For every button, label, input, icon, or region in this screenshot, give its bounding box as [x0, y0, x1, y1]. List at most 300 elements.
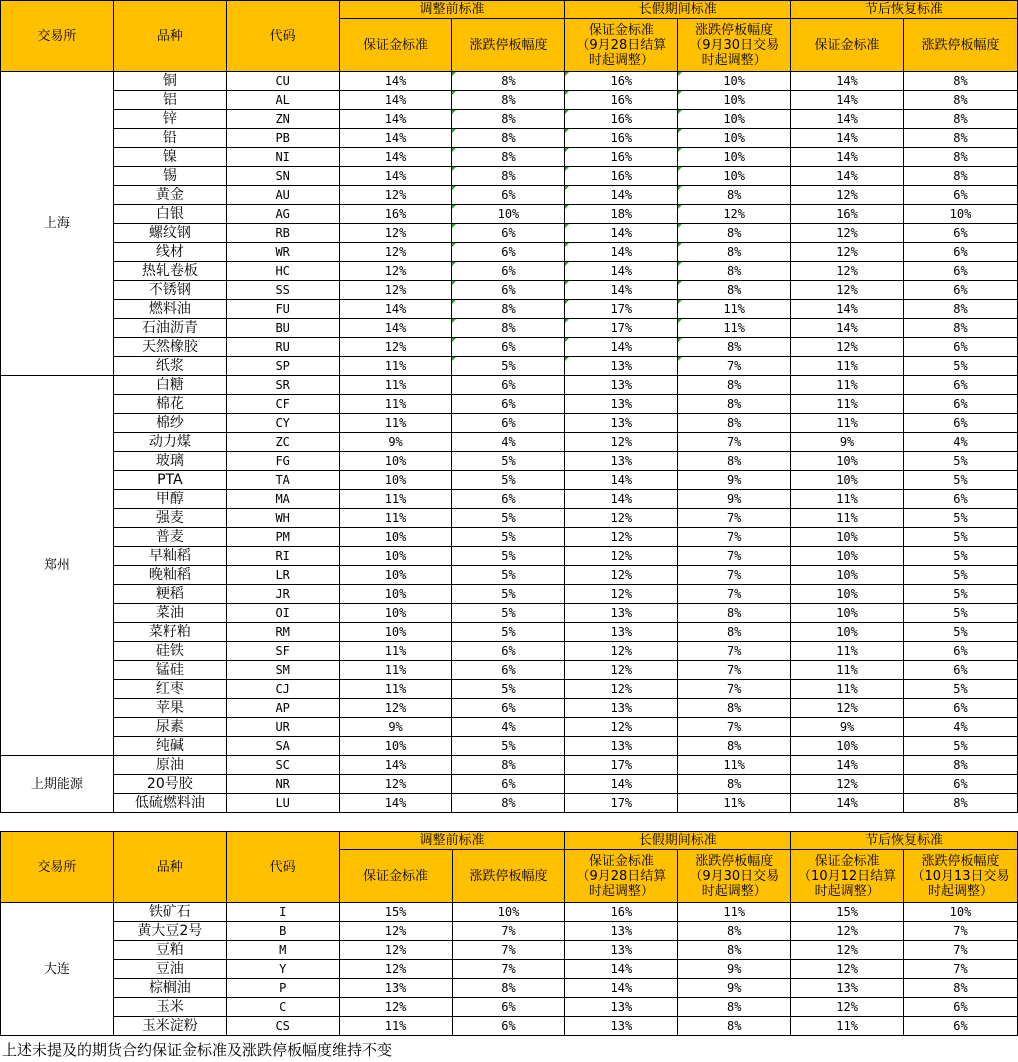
- margin-before-cell: 11%: [339, 661, 452, 680]
- code-cell: RB: [226, 224, 339, 243]
- limit-holiday-cell: 8%: [678, 941, 791, 960]
- product-cell: 粳稻: [113, 585, 226, 604]
- code-cell: CJ: [226, 680, 339, 699]
- margin-before-cell: 10%: [339, 623, 452, 642]
- margin-after-cell: 10%: [791, 547, 904, 566]
- margin-after-cell: 12%: [791, 262, 904, 281]
- margin-holiday-cell: 13%: [565, 395, 678, 414]
- margin-after-cell: 11%: [791, 509, 904, 528]
- margin-holiday-cell: 14%: [565, 281, 678, 300]
- margin-after-cell: 12%: [791, 243, 904, 262]
- margin-after-cell: 10%: [791, 566, 904, 585]
- limit-holiday-cell: 8%: [678, 243, 791, 262]
- limit-before-cell: 6%: [452, 281, 565, 300]
- margin-after-cell: 10%: [791, 452, 904, 471]
- code-cell: SM: [226, 661, 339, 680]
- margin-holiday-cell: 14%: [565, 471, 678, 490]
- limit-after-cell: 8%: [903, 756, 1017, 775]
- margin-after-cell: 14%: [791, 129, 904, 148]
- margin-before-cell: 10%: [339, 604, 452, 623]
- code-cell: CF: [226, 395, 339, 414]
- margin-after-cell: 11%: [791, 357, 904, 376]
- margin-holiday-cell: 13%: [565, 452, 678, 471]
- limit-holiday-cell: 10%: [678, 110, 791, 129]
- limit-before-cell: 5%: [452, 471, 565, 490]
- margin-before-cell: 10%: [339, 452, 452, 471]
- margin-before-cell: 12%: [339, 699, 452, 718]
- limit-holiday-cell: 8%: [678, 281, 791, 300]
- product-cell: 强麦: [113, 509, 226, 528]
- limit-before-cell: 6%: [452, 376, 565, 395]
- margin-before-cell: 12%: [339, 998, 452, 1017]
- code-cell: RU: [226, 338, 339, 357]
- limit-holiday-cell: 11%: [678, 794, 791, 813]
- limit-before-cell: 6%: [452, 338, 565, 357]
- product-cell: 锰硅: [113, 661, 226, 680]
- limit-after-cell: 5%: [903, 680, 1017, 699]
- limit-before-cell: 6%: [452, 395, 565, 414]
- limit-after-cell: 8%: [903, 300, 1017, 319]
- table-row: [1, 903, 1018, 922]
- table-row: [1, 433, 1018, 452]
- table-row: [1, 414, 1018, 433]
- product-cell: 铁矿石: [113, 903, 226, 922]
- margin-holiday-cell: 14%: [565, 979, 678, 998]
- product-cell: 天然橡胶: [113, 338, 226, 357]
- limit-before-cell: 8%: [452, 979, 565, 998]
- header-limit-after: 涨跌停板幅度: [903, 19, 1017, 72]
- code-cell: CY: [226, 414, 339, 433]
- code-cell: ZN: [226, 110, 339, 129]
- product-cell: 白银: [113, 205, 226, 224]
- table-row: [1, 509, 1018, 528]
- limit-after-cell: 4%: [903, 718, 1017, 737]
- margin-table-dalian: [0, 831, 1018, 1036]
- header-margin-after: 保证金标准: [791, 19, 904, 72]
- table-row: [1, 998, 1018, 1017]
- limit-holiday-cell: 9%: [678, 979, 791, 998]
- table-row: [1, 452, 1018, 471]
- table-row: [1, 775, 1018, 794]
- margin-after-cell: 10%: [791, 737, 904, 756]
- header-exchange: 交易所: [1, 832, 114, 903]
- limit-after-cell: 8%: [903, 91, 1017, 110]
- margin-holiday-cell: 12%: [565, 547, 678, 566]
- code-cell: CU: [226, 72, 339, 91]
- margin-before-cell: 9%: [339, 433, 452, 452]
- table-row: [1, 661, 1018, 680]
- limit-holiday-cell: 7%: [678, 718, 791, 737]
- limit-holiday-cell: 10%: [678, 72, 791, 91]
- product-cell: 棉花: [113, 395, 226, 414]
- limit-before-cell: 8%: [452, 72, 565, 91]
- header-margin-before: 保证金标准: [339, 850, 452, 903]
- limit-holiday-cell: 8%: [678, 414, 791, 433]
- margin-holiday-cell: 12%: [565, 566, 678, 585]
- limit-after-cell: 6%: [903, 376, 1017, 395]
- limit-before-cell: 4%: [452, 433, 565, 452]
- margin-after-cell: 11%: [791, 661, 904, 680]
- margin-before-cell: 10%: [339, 585, 452, 604]
- margin-after-cell: 9%: [791, 433, 904, 452]
- margin-before-cell: 12%: [339, 338, 452, 357]
- limit-after-cell: 5%: [903, 528, 1017, 547]
- margin-after-cell: 11%: [791, 642, 904, 661]
- limit-after-cell: 4%: [903, 433, 1017, 452]
- margin-holiday-cell: 16%: [565, 129, 678, 148]
- product-cell: 不锈钢: [113, 281, 226, 300]
- table-row: [1, 699, 1018, 718]
- limit-holiday-cell: 7%: [678, 433, 791, 452]
- table-header: [1, 832, 1018, 903]
- table-row: [1, 794, 1018, 813]
- product-cell: 动力煤: [113, 433, 226, 452]
- margin-before-cell: 14%: [339, 129, 452, 148]
- limit-before-cell: 5%: [452, 357, 565, 376]
- exchange-cell: 大连: [1, 903, 114, 1036]
- margin-after-cell: 14%: [791, 110, 904, 129]
- limit-before-cell: 8%: [452, 319, 565, 338]
- table-row: [1, 737, 1018, 756]
- table-row: [1, 110, 1018, 129]
- table-row: [1, 490, 1018, 509]
- limit-holiday-cell: 11%: [678, 903, 791, 922]
- limit-after-cell: 5%: [903, 585, 1017, 604]
- code-cell: JR: [226, 585, 339, 604]
- table-row: [1, 623, 1018, 642]
- limit-before-cell: 8%: [452, 110, 565, 129]
- header-group-holiday: 长假期间标准: [565, 1, 791, 19]
- table-row: [1, 357, 1018, 376]
- margin-before-cell: 10%: [339, 737, 452, 756]
- limit-after-cell: 8%: [903, 72, 1017, 91]
- product-cell: PTA: [113, 471, 226, 490]
- limit-after-cell: 6%: [903, 490, 1017, 509]
- code-cell: SN: [226, 167, 339, 186]
- limit-holiday-cell: 8%: [678, 623, 791, 642]
- margin-after-cell: 12%: [791, 186, 904, 205]
- margin-holiday-cell: 12%: [565, 642, 678, 661]
- limit-holiday-cell: 8%: [678, 922, 791, 941]
- limit-holiday-cell: 7%: [678, 547, 791, 566]
- product-cell: 晚籼稻: [113, 566, 226, 585]
- limit-before-cell: 6%: [452, 243, 565, 262]
- table-row: [1, 941, 1018, 960]
- limit-after-cell: 5%: [903, 452, 1017, 471]
- product-cell: 低硫燃料油: [113, 794, 226, 813]
- margin-holiday-cell: 18%: [565, 205, 678, 224]
- product-cell: 热轧卷板: [113, 262, 226, 281]
- limit-after-cell: 5%: [903, 547, 1017, 566]
- margin-after-cell: 14%: [791, 167, 904, 186]
- limit-after-cell: 6%: [903, 281, 1017, 300]
- limit-after-cell: 6%: [903, 661, 1017, 680]
- table-row: [1, 960, 1018, 979]
- code-cell: BU: [226, 319, 339, 338]
- limit-after-cell: 5%: [903, 471, 1017, 490]
- margin-before-cell: 10%: [339, 528, 452, 547]
- limit-before-cell: 6%: [452, 262, 565, 281]
- product-cell: 玉米淀粉: [113, 1017, 226, 1036]
- table-row: [1, 604, 1018, 623]
- margin-before-cell: 14%: [339, 148, 452, 167]
- limit-after-cell: 6%: [903, 186, 1017, 205]
- margin-before-cell: 10%: [339, 566, 452, 585]
- margin-after-cell: 12%: [791, 922, 904, 941]
- header-limit-holiday: 涨跌停板幅度 （9月30日交易 时起调整）: [678, 19, 791, 72]
- header-product: 品种: [113, 832, 226, 903]
- margin-holiday-cell: 13%: [565, 922, 678, 941]
- margin-before-cell: 10%: [339, 471, 452, 490]
- table-row: [1, 148, 1018, 167]
- margin-before-cell: 15%: [339, 903, 452, 922]
- code-cell: SC: [226, 756, 339, 775]
- limit-holiday-cell: 8%: [678, 452, 791, 471]
- margin-before-cell: 14%: [339, 319, 452, 338]
- table-row: [1, 319, 1018, 338]
- product-cell: 石油沥青: [113, 319, 226, 338]
- margin-holiday-cell: 17%: [565, 794, 678, 813]
- product-cell: 纸浆: [113, 357, 226, 376]
- margin-holiday-cell: 13%: [565, 414, 678, 433]
- limit-before-cell: 10%: [452, 903, 565, 922]
- limit-before-cell: 6%: [452, 490, 565, 509]
- code-cell: Y: [226, 960, 339, 979]
- code-cell: PB: [226, 129, 339, 148]
- limit-before-cell: 5%: [452, 680, 565, 699]
- header-group-before: 调整前标准: [339, 1, 565, 19]
- product-cell: 锌: [113, 110, 226, 129]
- limit-after-cell: 5%: [903, 623, 1017, 642]
- code-cell: SF: [226, 642, 339, 661]
- code-cell: OI: [226, 604, 339, 623]
- limit-holiday-cell: 7%: [678, 528, 791, 547]
- limit-holiday-cell: 11%: [678, 756, 791, 775]
- margin-before-cell: 11%: [339, 395, 452, 414]
- limit-before-cell: 8%: [452, 129, 565, 148]
- limit-holiday-cell: 8%: [678, 262, 791, 281]
- code-cell: I: [226, 903, 339, 922]
- margin-holiday-cell: 14%: [565, 186, 678, 205]
- limit-holiday-cell: 11%: [678, 319, 791, 338]
- margin-before-cell: 12%: [339, 281, 452, 300]
- code-cell: SR: [226, 376, 339, 395]
- table-row: [1, 395, 1018, 414]
- limit-after-cell: 6%: [903, 395, 1017, 414]
- limit-before-cell: 6%: [452, 642, 565, 661]
- limit-before-cell: 6%: [452, 661, 565, 680]
- margin-before-cell: 12%: [339, 262, 452, 281]
- product-cell: 菜籽粕: [113, 623, 226, 642]
- limit-holiday-cell: 12%: [678, 205, 791, 224]
- code-cell: CS: [226, 1017, 339, 1036]
- margin-holiday-cell: 13%: [565, 623, 678, 642]
- margin-after-cell: 12%: [791, 699, 904, 718]
- table-row: [1, 338, 1018, 357]
- limit-after-cell: 10%: [903, 205, 1017, 224]
- product-cell: 棕榈油: [113, 979, 226, 998]
- limit-after-cell: 8%: [903, 129, 1017, 148]
- limit-holiday-cell: 9%: [678, 471, 791, 490]
- limit-before-cell: 5%: [452, 452, 565, 471]
- header-exchange: 交易所: [1, 1, 114, 72]
- margin-holiday-cell: 13%: [565, 376, 678, 395]
- limit-after-cell: 8%: [903, 794, 1017, 813]
- code-cell: P: [226, 979, 339, 998]
- product-cell: 早籼稻: [113, 547, 226, 566]
- product-cell: 玻璃: [113, 452, 226, 471]
- header-margin-holiday: 保证金标准 （9月28日结算 时起调整）: [565, 19, 678, 72]
- limit-before-cell: 5%: [452, 585, 565, 604]
- margin-holiday-cell: 12%: [565, 718, 678, 737]
- margin-before-cell: 12%: [339, 960, 452, 979]
- limit-before-cell: 7%: [452, 922, 565, 941]
- limit-holiday-cell: 8%: [678, 775, 791, 794]
- limit-after-cell: 7%: [904, 922, 1018, 941]
- limit-holiday-cell: 9%: [678, 960, 791, 979]
- table-row: [1, 72, 1018, 91]
- code-cell: C: [226, 998, 339, 1017]
- product-cell: 玉米: [113, 998, 226, 1017]
- margin-after-cell: 10%: [791, 604, 904, 623]
- margin-before-cell: 12%: [339, 243, 452, 262]
- margin-holiday-cell: 16%: [565, 91, 678, 110]
- table-body: [1, 72, 1018, 813]
- limit-holiday-cell: 10%: [678, 167, 791, 186]
- margin-before-cell: 12%: [339, 775, 452, 794]
- margin-after-cell: 14%: [791, 72, 904, 91]
- product-cell: 豆粕: [113, 941, 226, 960]
- product-cell: 尿素: [113, 718, 226, 737]
- code-cell: NI: [226, 148, 339, 167]
- margin-after-cell: 10%: [791, 528, 904, 547]
- table-row: [1, 167, 1018, 186]
- limit-holiday-cell: 7%: [678, 642, 791, 661]
- margin-after-cell: 9%: [791, 718, 904, 737]
- product-cell: 20号胶: [113, 775, 226, 794]
- margin-holiday-cell: 13%: [565, 998, 678, 1017]
- product-cell: 红枣: [113, 680, 226, 699]
- header-limit-holiday: 涨跌停板幅度 （9月30日交易 时起调整）: [678, 850, 791, 903]
- exchange-cell: 上海: [1, 72, 114, 376]
- limit-before-cell: 6%: [452, 1017, 565, 1036]
- limit-before-cell: 5%: [452, 547, 565, 566]
- table-row: [1, 585, 1018, 604]
- margin-holiday-cell: 16%: [565, 72, 678, 91]
- limit-after-cell: 5%: [903, 566, 1017, 585]
- margin-before-cell: 14%: [339, 72, 452, 91]
- limit-holiday-cell: 7%: [678, 680, 791, 699]
- product-cell: 燃料油: [113, 300, 226, 319]
- header-group-before: 调整前标准: [339, 832, 565, 850]
- margin-before-cell: 12%: [339, 941, 452, 960]
- limit-after-cell: 6%: [903, 262, 1017, 281]
- margin-after-cell: 10%: [791, 623, 904, 642]
- code-cell: B: [226, 922, 339, 941]
- margin-holiday-cell: 16%: [565, 903, 678, 922]
- limit-before-cell: 8%: [452, 300, 565, 319]
- product-cell: 原油: [113, 756, 226, 775]
- limit-holiday-cell: 8%: [678, 224, 791, 243]
- limit-holiday-cell: 8%: [678, 737, 791, 756]
- limit-after-cell: 8%: [904, 979, 1018, 998]
- code-cell: WR: [226, 243, 339, 262]
- margin-holiday-cell: 12%: [565, 433, 678, 452]
- margin-before-cell: 14%: [339, 300, 452, 319]
- table-row: [1, 566, 1018, 585]
- limit-before-cell: 8%: [452, 794, 565, 813]
- code-cell: RI: [226, 547, 339, 566]
- table-row: [1, 642, 1018, 661]
- margin-after-cell: 16%: [791, 205, 904, 224]
- table-row: [1, 376, 1018, 395]
- limit-before-cell: 6%: [452, 699, 565, 718]
- table-row: [1, 922, 1018, 941]
- limit-before-cell: 5%: [452, 737, 565, 756]
- margin-before-cell: 12%: [339, 922, 452, 941]
- margin-before-cell: 11%: [339, 376, 452, 395]
- limit-before-cell: 5%: [452, 604, 565, 623]
- margin-holiday-cell: 16%: [565, 167, 678, 186]
- product-cell: 硅铁: [113, 642, 226, 661]
- limit-holiday-cell: 8%: [678, 338, 791, 357]
- margin-after-cell: 14%: [791, 148, 904, 167]
- margin-holiday-cell: 13%: [565, 737, 678, 756]
- margin-holiday-cell: 17%: [565, 319, 678, 338]
- margin-before-cell: 12%: [339, 186, 452, 205]
- code-cell: LU: [226, 794, 339, 813]
- product-cell: 螺纹钢: [113, 224, 226, 243]
- margin-holiday-cell: 14%: [565, 243, 678, 262]
- limit-before-cell: 5%: [452, 528, 565, 547]
- margin-after-cell: 14%: [791, 794, 904, 813]
- margin-holiday-cell: 14%: [565, 338, 678, 357]
- code-cell: SS: [226, 281, 339, 300]
- margin-holiday-cell: 14%: [565, 262, 678, 281]
- margin-after-cell: 12%: [791, 775, 904, 794]
- limit-holiday-cell: 7%: [678, 566, 791, 585]
- margin-holiday-cell: 17%: [565, 300, 678, 319]
- margin-holiday-cell: 14%: [565, 775, 678, 794]
- limit-after-cell: 6%: [903, 224, 1017, 243]
- limit-after-cell: 5%: [903, 737, 1017, 756]
- limit-holiday-cell: 8%: [678, 376, 791, 395]
- product-cell: 苹果: [113, 699, 226, 718]
- product-cell: 纯碱: [113, 737, 226, 756]
- margin-after-cell: 14%: [791, 300, 904, 319]
- product-cell: 黄大豆2号: [113, 922, 226, 941]
- exchange-cell: 上期能源: [1, 756, 114, 813]
- product-cell: 白糖: [113, 376, 226, 395]
- margin-before-cell: 10%: [339, 547, 452, 566]
- header-group-holiday: 长假期间标准: [565, 832, 791, 850]
- code-cell: AL: [226, 91, 339, 110]
- limit-after-cell: 8%: [903, 110, 1017, 129]
- header-limit-before: 涨跌停板幅度: [452, 850, 565, 903]
- limit-after-cell: 6%: [903, 414, 1017, 433]
- limit-holiday-cell: 8%: [678, 1017, 791, 1036]
- margin-before-cell: 11%: [339, 509, 452, 528]
- table-header: [1, 1, 1018, 72]
- limit-before-cell: 5%: [452, 566, 565, 585]
- code-cell: HC: [226, 262, 339, 281]
- product-cell: 黄金: [113, 186, 226, 205]
- margin-holiday-cell: 13%: [565, 1017, 678, 1036]
- code-cell: SA: [226, 737, 339, 756]
- limit-holiday-cell: 8%: [678, 395, 791, 414]
- margin-after-cell: 12%: [791, 998, 904, 1017]
- product-cell: 铜: [113, 72, 226, 91]
